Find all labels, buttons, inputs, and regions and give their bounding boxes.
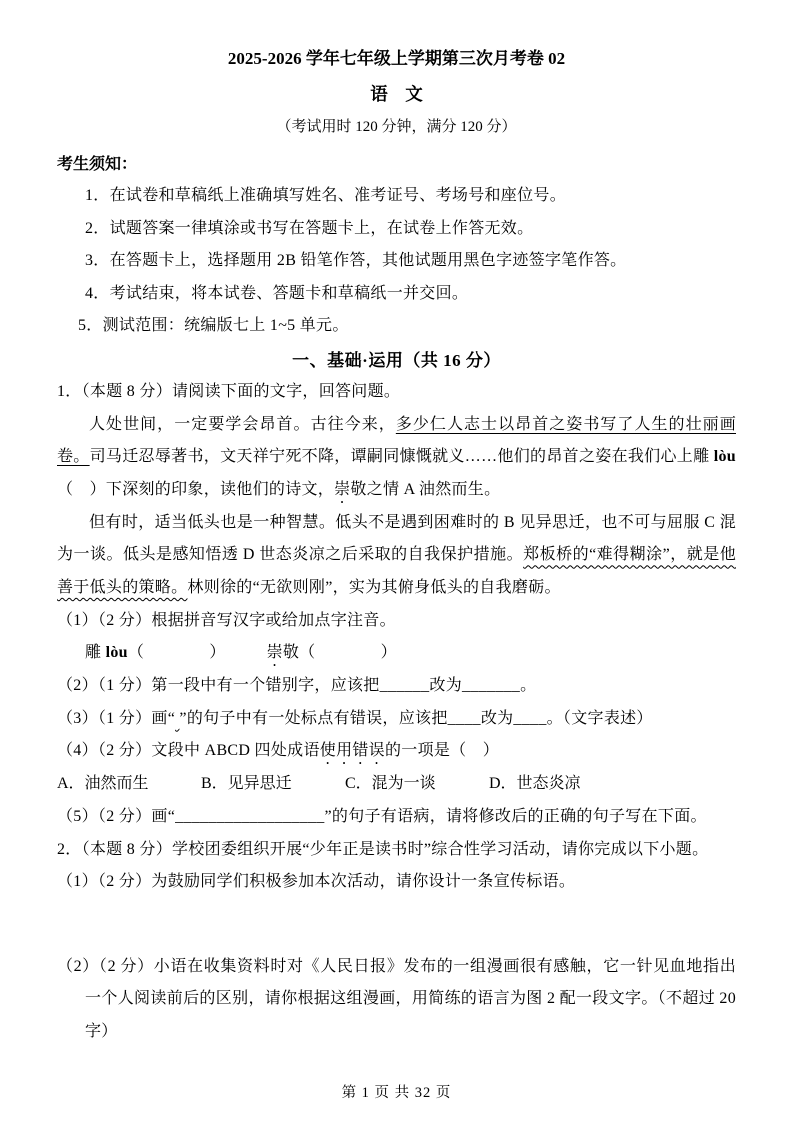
sub1-ans-pinyin: lòu: [105, 644, 128, 662]
sub3-post: ”的句子中有一处标点有错误，应该把____改为____。（文字表述）: [179, 709, 653, 727]
sub4-dotted-phrase: 使用错误: [319, 742, 385, 760]
q2-sub2: （2）（2 分）小语在收集资料时对《人民日报》发布的一组漫画很有感触，它一针见血地指出一个人阅读前后的区别，请你根据这组漫画，用简练的语言为图 2 配一段文字。（不超过 20 字）: [57, 957, 736, 1040]
notice-item-4: 4．考试结束，将本试卷、答题卡和草稿纸一并交回。: [85, 284, 469, 302]
page-footer: 第 1 页 共 32 页: [341, 1085, 452, 1101]
sub4-pre: （4）（2 分）文段中 ABCD 四处成语: [57, 742, 320, 760]
sub1-ans-post: 敬（ ）: [282, 644, 397, 662]
q1-sub1-answer-line: [57, 637, 736, 670]
option-b: B．见异思迁: [201, 775, 292, 793]
notice-item-3: 3．在答题卡上，选择题用 2B 铅笔作答，其他试题用黑色字迹签字笔作答。: [85, 252, 627, 270]
para2-wavy-underlined-sentence: 郑板桥的“难得糊涂”，就是他善于低头的策略。: [57, 546, 736, 596]
notice-item-1: 1．在试卷和草稿纸上准确填写姓名、准考证号、考场号和座位号。: [85, 187, 567, 204]
sub1-ans-dotted-char: 崇: [266, 644, 283, 662]
sub3-pre: （3）（1 分）画“: [57, 709, 176, 727]
option-a: A．油然而生: [57, 775, 149, 793]
subject-title: 语 文: [370, 84, 423, 104]
notice-heading: 考生须知：: [57, 156, 138, 173]
sub1-ans-paren1: （ ）: [127, 644, 267, 662]
para1-underlined-sentence: 多少仁人志士以昂首之姿书写了人生的壮丽画卷。: [57, 415, 736, 466]
sub1-ans-pre: 雕: [85, 644, 106, 662]
q1-passage-paragraph-1: [57, 409, 736, 507]
notice-item-5: 5．测试范围：统编版七上 1~5 单元。: [78, 317, 349, 335]
option-c: C．混为一谈: [345, 775, 436, 793]
para2-post: 林则徐的“无欲则刚”，实为其俯身低头的自我磨砺。: [187, 578, 561, 596]
q1-sub4: [57, 735, 736, 768]
notice-item-2: 2．试题答案一律填涂或书写在答题卡上，在试卷上作答无效。: [85, 219, 534, 237]
q1-passage-paragraph-2: [57, 507, 736, 605]
para1-dotted-char: 崇: [334, 480, 351, 498]
para1-mid2: （ ）下深刻的印象，读他们的诗文，: [57, 480, 335, 498]
q1-sub3: [57, 703, 736, 736]
q2-sub1: （1）（2 分）为鼓励同学们积极参加本次活动，请你设计一条宣传标语。: [57, 873, 576, 891]
para1-mid1: 司马迁忍辱著书，文天祥宁死不降，谭嗣同慷慨就义……他们的昂首之姿在我们心上雕: [89, 448, 714, 466]
para1-pinyin-lou: lòu: [713, 448, 736, 466]
q1-sub4-options: [57, 768, 736, 801]
page-title: 2025-2026 学年七年级上学期第三次月考卷 02: [227, 49, 566, 68]
q1-sub1-label: （1）（2 分）根据拼音写汉字或给加点字注音。: [57, 611, 396, 629]
option-d: D．世态炎凉: [489, 775, 581, 793]
para2-pre: 但有时，适当低头也是一种智慧。低头不是遇到困难时的 B 见异思迁，也不可与屈服 C 混为一谈。低头是感知悟透 D 世态炎凉之后采取的自我保护措施。: [57, 513, 736, 564]
q2-intro: 2．（本题 8 分）学校团委组织开展“少年正是读书时”综合性学习活动，请你完成以下小题。: [57, 840, 709, 858]
para1-pre: 人处世间，一定要学会昂首。古往今来，: [89, 415, 396, 433]
section-heading: 一、基础·运用（共 16 分）: [292, 350, 501, 370]
q1-sub2: （2）（1 分）第一段中有一个错别字，应该把______改为_______。: [57, 677, 537, 695]
sub4-post: 的一项是（ ）: [384, 742, 500, 760]
q1-intro: 1．（本题 8 分）请阅读下面的文字，回答问题。: [57, 382, 401, 400]
exam-duration-info: （考试用时 120 分钟，满分 120 分）: [276, 119, 517, 135]
q1-sub5: （5）（2 分）画“__________________”的句子有语病，请将修改后的正确的句子写在下面。: [57, 807, 707, 825]
para1-post: 敬之情 A 油然而生。: [350, 480, 501, 498]
